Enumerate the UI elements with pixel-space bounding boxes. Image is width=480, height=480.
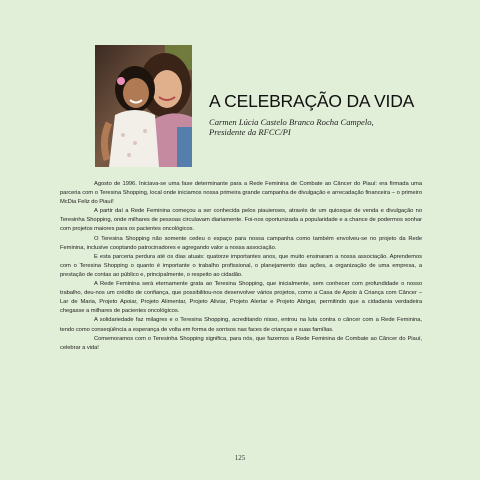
paragraph: A Rede Feminina será eternamente grata ao Teresina Shopping, que inicialmente, sem conhecer com profundidade o nosso trabalho, deu-nos um crédito de confiança, que possibilitou-nos desenvolver vários projetos, como a Casa de Apoio à Criança com Câncer – Lar de Maria, Projeto Apoiar, Projeto Alimentar, Projeto Aliviar, Projeto Alertar e Projeto Abrigar, permitindo que a cidadania verdadeira chegasse a milhares de pacientes oncológicos. (60, 281, 422, 315)
paragraph: E esta parceria perdura até os dias atuais: quatorze importantes anos, que muito ensinaram a nossa associação. Aprendemos com o Teresina Shopping o quanto é importante o trabalho profissional, o planejamento das ações, a organização de uma empresa, a prestação de contas ao público e, principalmente, o respeito ao cidadão. (60, 253, 422, 278)
article-title: A CELEBRAÇÃO DA VIDA (209, 91, 415, 111)
paragraph: O Teresina Shopping não somente cedeu o espaço para nossa campanha como também envolveu-se no projeto da Rede Feminina, inclusive cooptando patrocinadores e agregando valor a nossa associação. (60, 235, 422, 251)
paragraph: A solidariedade faz milagres e o Teresina Shopping, acreditando nisso, entrou na luta contra o câncer com a Rede Feminina, tendo como conseqüência a esperança de volta em forma de sorrisos nas faces de crianças e suas famílias. (60, 317, 422, 333)
author-byline (209, 117, 374, 137)
paragraph: Comemoramos com o Teresinha Shopping significa, para nós, que fazemos a Rede Feminina de Combate ao Câncer do Piauí, celebrar a vida! (60, 335, 422, 351)
page-number: 125 (234, 454, 246, 462)
photo-girl-and-woman (95, 45, 192, 167)
paragraph: Agosto de 1996. Iniciava-se uma fase determinante para a Rede Feminina de Combate ao Câncer do Piauí: era firmada uma parceria com o Teresina Shopping, local onde iniciamos nossa primeira grande campanha de divulgação e arrecadação financeira – o primeiro McDia Feliz do Piauí! (60, 181, 422, 206)
article-body (60, 180, 422, 353)
author-role: Presidente da RFCC/PI (209, 127, 291, 137)
author-name: Carmen Lúcia Castelo Branco Rocha Campelo, (209, 117, 374, 127)
photo-image (95, 45, 192, 167)
paragraph: A partir daí a Rede Feminina começou a ser conhecida pelos piauienses, através de um quiosque de venda e divulgação no Teresinha Shopping, onde milhares de pessoas circulavam diariamente. Foi-nos oportunizada a popularidade e a chance de podermos sonhar com projetos maiores para os pacientes oncológicos. (60, 208, 422, 233)
